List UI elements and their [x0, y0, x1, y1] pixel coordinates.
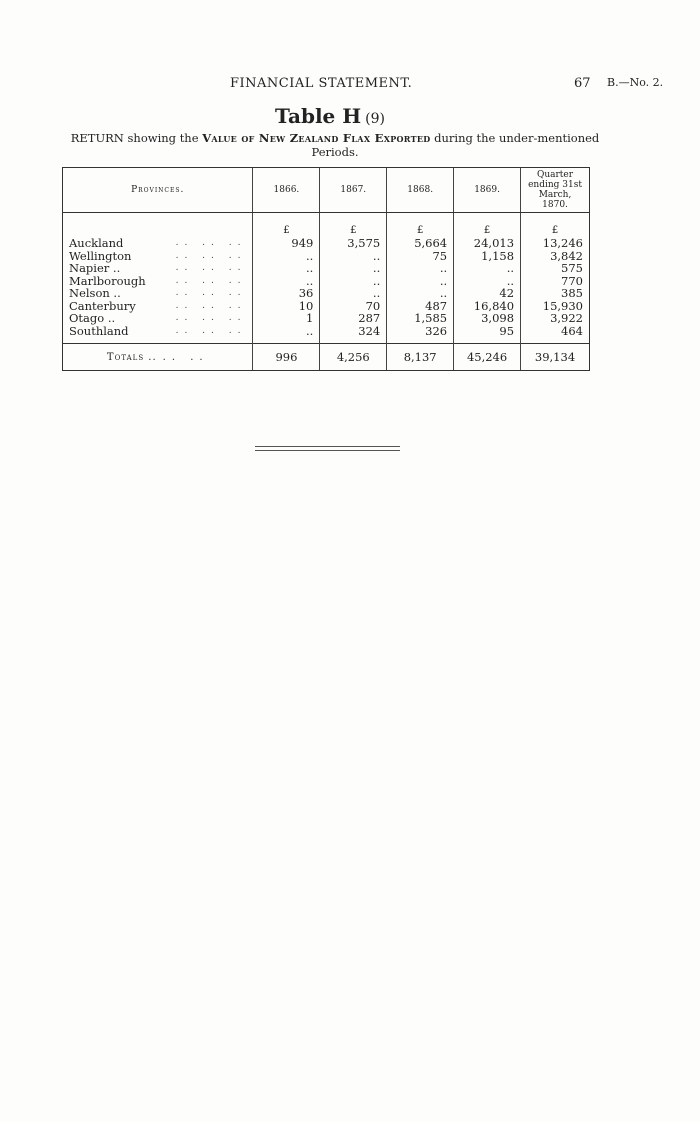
table-row	[63, 237, 590, 250]
value-1866: 1	[253, 312, 320, 325]
unit-quarter: £	[521, 213, 590, 238]
page-header	[0, 76, 700, 96]
col-header-quarter	[521, 168, 590, 213]
value-1866: 949	[253, 237, 320, 250]
value-1869: 16,840	[454, 300, 521, 313]
value-1867: 70	[320, 300, 387, 313]
table-row	[63, 312, 590, 325]
value-1868: 1,585	[387, 312, 454, 325]
unit-1866: £	[253, 213, 320, 238]
province-name: Southland .. .. ..	[63, 325, 253, 344]
subtitle-lead: RETURN showing the	[70, 131, 203, 145]
value-quarter: 770	[521, 275, 590, 288]
value-1869: 42	[454, 287, 521, 300]
value-1867: 287	[320, 312, 387, 325]
value-quarter: 15,930	[521, 300, 590, 313]
total-1869: 45,246	[454, 344, 521, 371]
col-header-1866: 1866.	[253, 168, 320, 213]
value-1868: 487	[387, 300, 454, 313]
value-1866: ..	[253, 275, 320, 288]
province-name: Napier .. .. .. ..	[63, 262, 253, 275]
value-quarter: 464	[521, 325, 590, 344]
value-1869: ..	[454, 275, 521, 288]
value-1869: 24,013	[454, 237, 521, 250]
total-quarter: 39,134	[521, 344, 590, 371]
subtitle-tail: during the under-mentioned	[430, 131, 600, 145]
province-name: Otago .. .. .. ..	[63, 312, 253, 325]
col-header-1868: 1868.	[387, 168, 454, 213]
totals-label: Totals .. .. ..	[63, 344, 253, 371]
quarter-line-1: Quarter	[536, 170, 574, 180]
value-1867: 3,575	[320, 237, 387, 250]
table-body	[63, 213, 590, 371]
value-quarter: 13,246	[521, 237, 590, 250]
unit-row	[63, 213, 590, 238]
value-1867: ..	[320, 275, 387, 288]
unit-1867: £	[320, 213, 387, 238]
table-title	[0, 104, 660, 128]
value-1868: 326	[387, 325, 454, 344]
value-quarter: 385	[521, 287, 590, 300]
province-name: Wellington .. .. ..	[63, 250, 253, 263]
value-1866: ..	[253, 262, 320, 275]
total-1866: 996	[253, 344, 320, 371]
value-1866: ..	[253, 325, 320, 344]
decorative-rule	[255, 446, 400, 451]
value-1867: 324	[320, 325, 387, 344]
table-title-main: Table H	[275, 104, 362, 128]
subtitle-smallcaps: Value of New Zealand Flax Exported	[202, 131, 431, 145]
value-1869: 95	[454, 325, 521, 344]
col-header-1867: 1867.	[320, 168, 387, 213]
unit-1869: £	[454, 213, 521, 238]
value-1869: ..	[454, 262, 521, 275]
totals-row	[63, 344, 590, 371]
value-1869: 1,158	[454, 250, 521, 263]
table-subtitle	[70, 131, 600, 159]
province-name: Nelson .. .. .. ..	[63, 287, 253, 300]
value-1869: 3,098	[454, 312, 521, 325]
province-name: Canterbury .. .. ..	[63, 300, 253, 313]
unit-1868: £	[387, 213, 454, 238]
unit-blank	[63, 213, 253, 238]
value-quarter: 575	[521, 262, 590, 275]
total-1867: 4,256	[320, 344, 387, 371]
value-1868: ..	[387, 287, 454, 300]
value-1866: 36	[253, 287, 320, 300]
flax-export-table	[62, 167, 590, 371]
table-row	[63, 287, 590, 300]
value-1868: 5,664	[387, 237, 454, 250]
province-name: Auckland .. .. ..	[63, 237, 253, 250]
value-1866: 10	[253, 300, 320, 313]
value-quarter: 3,842	[521, 250, 590, 263]
document-reference: B.—No. 2.	[607, 76, 664, 89]
value-1868: ..	[387, 275, 454, 288]
subtitle-line2: Periods.	[311, 145, 359, 159]
col-header-1869: 1869.	[454, 168, 521, 213]
value-1867: ..	[320, 262, 387, 275]
quarter-line-2: ending 31st	[528, 180, 582, 190]
value-1867: ..	[320, 250, 387, 263]
value-1866: ..	[253, 250, 320, 263]
province-name: Marlborough .. .. ..	[63, 275, 253, 288]
total-1868: 8,137	[387, 344, 454, 371]
value-1868: 75	[387, 250, 454, 263]
table-title-number: (9)	[365, 111, 385, 127]
table-row	[63, 325, 590, 344]
page-number: 67	[574, 76, 591, 91]
value-quarter: 3,922	[521, 312, 590, 325]
col-header-provinces: Provinces.	[63, 168, 253, 213]
quarter-line-3: March, 1870.	[538, 190, 572, 210]
value-1867: ..	[320, 287, 387, 300]
value-1868: ..	[387, 262, 454, 275]
running-title: FINANCIAL STATEMENT.	[230, 76, 413, 91]
header-row	[63, 168, 590, 213]
